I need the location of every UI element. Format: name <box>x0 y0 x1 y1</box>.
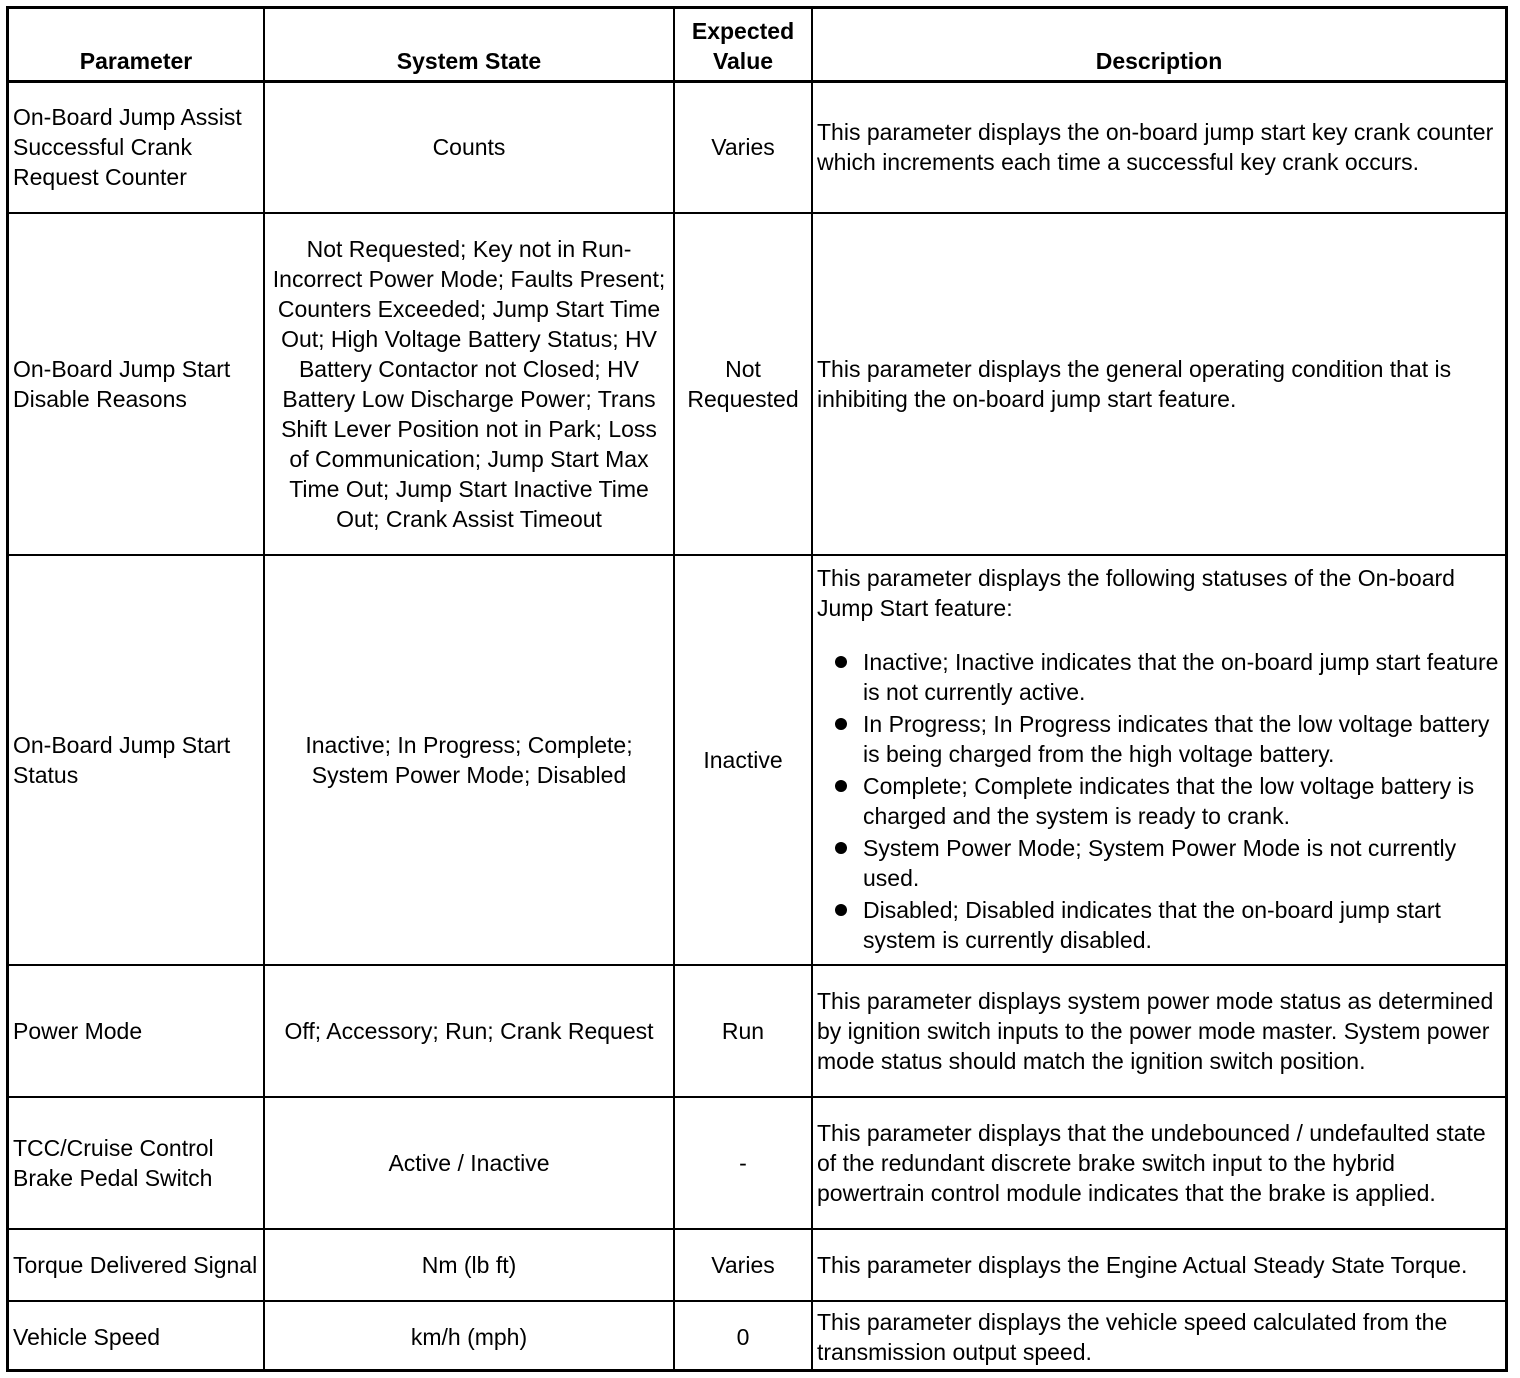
cell-system-state: Active / Inactive <box>264 1097 674 1229</box>
bullet-icon <box>835 780 847 792</box>
cell-expected-value: Varies <box>674 1229 812 1301</box>
table-row <box>9 1229 1505 1301</box>
header-system-state: System State <box>264 9 674 81</box>
list-item-text: In Progress; In Progress indicates that the low voltage battery is being charged from the high voltage battery. <box>863 711 1490 767</box>
cell-parameter: On-Board Jump Assist Successful Crank Request Counter <box>9 81 264 213</box>
list-item <box>817 895 1501 955</box>
cell-system-state: Not Requested; Key not in Run-Incorrect Power Mode; Faults Present; Counters Exceeded; Jump Start Time Out; High Voltage Battery Status; HV Battery Contactor not Closed; HV Battery Low Discharge Power; Trans Shift Lever Position not in Park; Loss of Communication; Jump Start Max Time Out; Jump Start Inactive Time Out; Crank Assist Timeout <box>264 213 674 555</box>
cell-expected-value: Run <box>674 965 812 1097</box>
header-description: Description <box>812 9 1505 81</box>
cell-system-state: Off; Accessory; Run; Crank Request <box>264 965 674 1097</box>
cell-description: This parameter displays system power mode status as determined by ignition switch inputs to the power mode master. System power mode status should match the ignition switch position. <box>812 965 1505 1097</box>
status-bullet-list <box>817 647 1501 955</box>
cell-system-state: Inactive; In Progress; Complete; System Power Mode; Disabled <box>264 555 674 965</box>
description-intro: This parameter displays the following statuses of the On-board Jump Start feature: <box>817 565 1455 621</box>
cell-description: This parameter displays the on-board jump start key crank counter which increments each time a successful key crank occurs. <box>812 81 1505 213</box>
table-row <box>9 1097 1505 1229</box>
list-item-text: System Power Mode; System Power Mode is not currently used. <box>863 835 1457 891</box>
cell-description: This parameter displays the Engine Actual Steady State Torque. <box>812 1229 1505 1301</box>
bullet-icon <box>835 656 847 668</box>
cell-system-state: km/h (mph) <box>264 1301 674 1371</box>
cell-parameter: TCC/Cruise Control Brake Pedal Switch <box>9 1097 264 1229</box>
cell-parameter: Vehicle Speed <box>9 1301 264 1371</box>
cell-parameter: Torque Delivered Signal <box>9 1229 264 1301</box>
cell-description: This parameter displays the general operating condition that is inhibiting the on-board jump start feature. <box>812 213 1505 555</box>
list-item <box>817 833 1501 893</box>
cell-system-state: Counts <box>264 81 674 213</box>
table-row <box>9 213 1505 555</box>
cell-expected-value: 0 <box>674 1301 812 1371</box>
cell-description: This parameter displays the vehicle speed calculated from the transmission output speed. <box>812 1301 1505 1371</box>
cell-description <box>812 555 1505 965</box>
bullet-icon <box>835 842 847 854</box>
list-item <box>817 709 1501 769</box>
list-item <box>817 647 1501 707</box>
list-item-text: Disabled; Disabled indicates that the on-board jump start system is currently disabled. <box>863 897 1441 953</box>
header-parameter: Parameter <box>9 9 264 81</box>
cell-expected-value: Not Requested <box>674 213 812 555</box>
header-expected-value: Expected Value <box>674 9 812 81</box>
list-item-text: Complete; Complete indicates that the low voltage battery is charged and the system is ready to crank. <box>863 773 1475 829</box>
bullet-icon <box>835 718 847 730</box>
cell-parameter: On-Board Jump Start Status <box>9 555 264 965</box>
parameter-table-container <box>6 6 1508 1372</box>
cell-expected-value: Varies <box>674 81 812 213</box>
cell-parameter: On-Board Jump Start Disable Reasons <box>9 213 264 555</box>
table-header-row <box>9 9 1505 81</box>
cell-system-state: Nm (lb ft) <box>264 1229 674 1301</box>
list-item <box>817 771 1501 831</box>
cell-expected-value: - <box>674 1097 812 1229</box>
table-row <box>9 965 1505 1097</box>
table-row <box>9 1301 1505 1371</box>
list-item-text: Inactive; Inactive indicates that the on-board jump start feature is not currently active. <box>863 649 1499 705</box>
cell-description: This parameter displays that the undebounced / undefaulted state of the redundant discrete brake switch input to the hybrid powertrain control module indicates that the brake is applied. <box>812 1097 1505 1229</box>
parameter-table <box>9 9 1505 1371</box>
cell-expected-value: Inactive <box>674 555 812 965</box>
cell-parameter: Power Mode <box>9 965 264 1097</box>
table-row <box>9 81 1505 213</box>
table-row <box>9 555 1505 965</box>
bullet-icon <box>835 904 847 916</box>
